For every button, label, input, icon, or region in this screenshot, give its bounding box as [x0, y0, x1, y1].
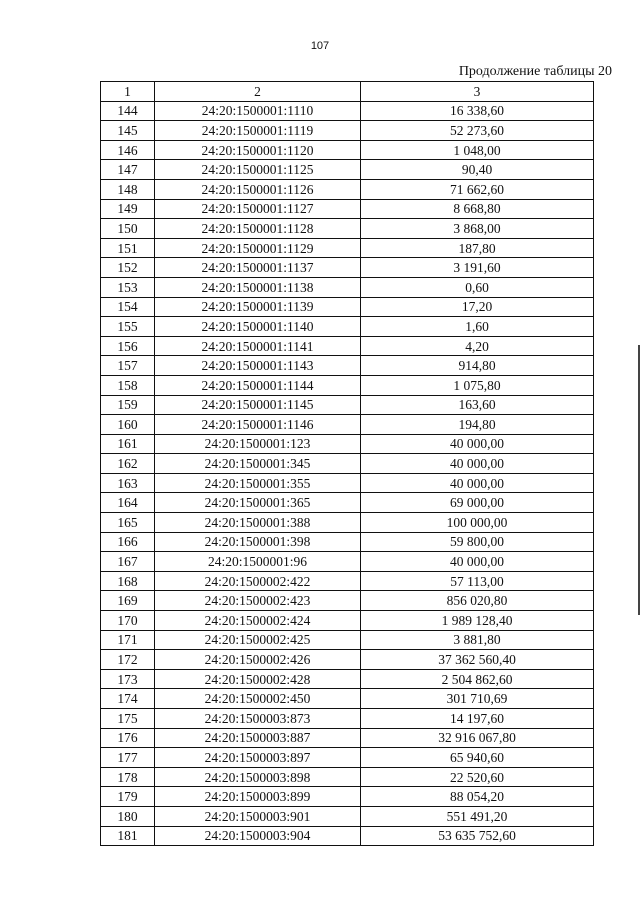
table-row: [101, 473, 594, 493]
table-row: [101, 826, 594, 846]
table-row: [101, 356, 594, 376]
value-cell: 1 075,80: [361, 375, 594, 395]
row-number-cell: 172: [101, 650, 155, 670]
cadastral-number-cell: 24:20:1500001:1139: [155, 297, 361, 317]
cadastral-number-cell: 24:20:1500001:388: [155, 513, 361, 533]
table-row: [101, 317, 594, 337]
table-row: [101, 650, 594, 670]
column-header-number: 1: [101, 82, 155, 102]
cadastral-number-cell: 24:20:1500001:1141: [155, 336, 361, 356]
table-row: [101, 689, 594, 709]
row-number-cell: 170: [101, 611, 155, 631]
row-number-cell: 147: [101, 160, 155, 180]
table-row: [101, 140, 594, 160]
value-cell: 59 800,00: [361, 532, 594, 552]
value-cell: 1,60: [361, 317, 594, 337]
table-row: [101, 513, 594, 533]
row-number-cell: 167: [101, 552, 155, 572]
table-row: [101, 454, 594, 474]
column-header-value: 3: [361, 82, 594, 102]
cadastral-number-cell: 24:20:1500001:355: [155, 473, 361, 493]
row-number-cell: 178: [101, 767, 155, 787]
table-row: [101, 219, 594, 239]
value-cell: 40 000,00: [361, 434, 594, 454]
value-cell: 40 000,00: [361, 454, 594, 474]
row-number-cell: 176: [101, 728, 155, 748]
row-number-cell: 156: [101, 336, 155, 356]
value-cell: 53 635 752,60: [361, 826, 594, 846]
value-cell: 187,80: [361, 238, 594, 258]
row-number-cell: 166: [101, 532, 155, 552]
row-number-cell: 161: [101, 434, 155, 454]
row-number-cell: 168: [101, 571, 155, 591]
value-cell: 3 191,60: [361, 258, 594, 278]
row-number-cell: 155: [101, 317, 155, 337]
table-row: [101, 728, 594, 748]
table-row: [101, 434, 594, 454]
cadastral-number-cell: 24:20:1500001:1119: [155, 121, 361, 141]
cadastral-number-cell: 24:20:1500001:1138: [155, 277, 361, 297]
table-row: [101, 199, 594, 219]
cadastral-number-cell: 24:20:1500001:123: [155, 434, 361, 454]
value-cell: 301 710,69: [361, 689, 594, 709]
row-number-cell: 177: [101, 748, 155, 768]
value-cell: 2 504 862,60: [361, 669, 594, 689]
cadastral-number-cell: 24:20:1500002:425: [155, 630, 361, 650]
table-row: [101, 258, 594, 278]
value-cell: 37 362 560,40: [361, 650, 594, 670]
cadastral-number-cell: 24:20:1500001:345: [155, 454, 361, 474]
table-row: [101, 375, 594, 395]
value-cell: 88 054,20: [361, 787, 594, 807]
row-number-cell: 158: [101, 375, 155, 395]
value-cell: 194,80: [361, 415, 594, 435]
table-row: [101, 179, 594, 199]
value-cell: 57 113,00: [361, 571, 594, 591]
header-row: [101, 82, 594, 102]
row-number-cell: 163: [101, 473, 155, 493]
value-cell: 52 273,60: [361, 121, 594, 141]
table-row: [101, 238, 594, 258]
row-number-cell: 148: [101, 179, 155, 199]
cadastral-number-cell: 24:20:1500003:904: [155, 826, 361, 846]
value-cell: 14 197,60: [361, 709, 594, 729]
cadastral-number-cell: 24:20:1500001:1126: [155, 179, 361, 199]
table-row: [101, 767, 594, 787]
cadastral-number-cell: 24:20:1500001:1110: [155, 101, 361, 121]
row-number-cell: 179: [101, 787, 155, 807]
table-caption: Продолжение таблицы 20: [458, 64, 612, 79]
row-number-cell: 144: [101, 101, 155, 121]
row-number-cell: 157: [101, 356, 155, 376]
row-number-cell: 146: [101, 140, 155, 160]
row-number-cell: 175: [101, 709, 155, 729]
value-cell: 856 020,80: [361, 591, 594, 611]
cadastral-number-cell: 24:20:1500001:1145: [155, 395, 361, 415]
table-row: [101, 552, 594, 572]
table-header: [101, 82, 594, 102]
row-number-cell: 154: [101, 297, 155, 317]
cadastral-number-cell: 24:20:1500001:1127: [155, 199, 361, 219]
value-cell: 69 000,00: [361, 493, 594, 513]
cadastral-number-cell: 24:20:1500003:899: [155, 787, 361, 807]
cadastral-number-cell: 24:20:1500001:1125: [155, 160, 361, 180]
row-number-cell: 150: [101, 219, 155, 239]
table-row: [101, 277, 594, 297]
cadastral-number-cell: 24:20:1500003:897: [155, 748, 361, 768]
value-cell: 100 000,00: [361, 513, 594, 533]
row-number-cell: 160: [101, 415, 155, 435]
row-number-cell: 164: [101, 493, 155, 513]
row-number-cell: 165: [101, 513, 155, 533]
cadastral-number-cell: 24:20:1500002:423: [155, 591, 361, 611]
table-row: [101, 630, 594, 650]
row-number-cell: 145: [101, 121, 155, 141]
row-number-cell: 149: [101, 199, 155, 219]
value-cell: 71 662,60: [361, 179, 594, 199]
value-cell: 1 989 128,40: [361, 611, 594, 631]
table-row: [101, 748, 594, 768]
cadastral-number-cell: 24:20:1500001:1143: [155, 356, 361, 376]
value-cell: 551 491,20: [361, 806, 594, 826]
cadastral-number-cell: 24:20:1500003:898: [155, 767, 361, 787]
table-row: [101, 669, 594, 689]
table-row: [101, 395, 594, 415]
row-number-cell: 159: [101, 395, 155, 415]
cadastral-number-cell: 24:20:1500003:887: [155, 728, 361, 748]
row-number-cell: 174: [101, 689, 155, 709]
table-row: [101, 591, 594, 611]
cadastral-number-cell: 24:20:1500002:450: [155, 689, 361, 709]
cadastral-number-cell: 24:20:1500001:1144: [155, 375, 361, 395]
table-row: [101, 806, 594, 826]
cadastral-number-cell: 24:20:1500003:901: [155, 806, 361, 826]
value-cell: 40 000,00: [361, 552, 594, 572]
table-row: [101, 336, 594, 356]
row-number-cell: 153: [101, 277, 155, 297]
table-row: [101, 611, 594, 631]
row-number-cell: 152: [101, 258, 155, 278]
table-row: [101, 787, 594, 807]
table-row: [101, 297, 594, 317]
table-body: [101, 101, 594, 846]
cadastral-number-cell: 24:20:1500003:873: [155, 709, 361, 729]
table-row: [101, 415, 594, 435]
value-cell: 16 338,60: [361, 101, 594, 121]
value-cell: 17,20: [361, 297, 594, 317]
value-cell: 4,20: [361, 336, 594, 356]
row-number-cell: 180: [101, 806, 155, 826]
table-row: [101, 101, 594, 121]
page-number: 107: [310, 40, 330, 52]
value-cell: 90,40: [361, 160, 594, 180]
value-cell: 1 048,00: [361, 140, 594, 160]
cadastral-number-cell: 24:20:1500001:365: [155, 493, 361, 513]
value-cell: 8 668,80: [361, 199, 594, 219]
row-number-cell: 151: [101, 238, 155, 258]
column-header-cadastral: 2: [155, 82, 361, 102]
row-number-cell: 169: [101, 591, 155, 611]
cadastral-number-cell: 24:20:1500001:1137: [155, 258, 361, 278]
cadastral-number-cell: 24:20:1500001:1128: [155, 219, 361, 239]
value-cell: 22 520,60: [361, 767, 594, 787]
value-cell: 0,60: [361, 277, 594, 297]
table-row: [101, 571, 594, 591]
value-cell: 40 000,00: [361, 473, 594, 493]
table-row: [101, 532, 594, 552]
value-cell: 3 881,80: [361, 630, 594, 650]
cadastral-number-cell: 24:20:1500002:426: [155, 650, 361, 670]
value-cell: 65 940,60: [361, 748, 594, 768]
cadastral-number-cell: 24:20:1500002:424: [155, 611, 361, 631]
cadastral-number-cell: 24:20:1500001:398: [155, 532, 361, 552]
row-number-cell: 171: [101, 630, 155, 650]
cadastral-number-cell: 24:20:1500002:422: [155, 571, 361, 591]
cadastral-number-cell: 24:20:1500001:1129: [155, 238, 361, 258]
value-cell: 32 916 067,80: [361, 728, 594, 748]
row-number-cell: 162: [101, 454, 155, 474]
row-number-cell: 173: [101, 669, 155, 689]
table-row: [101, 709, 594, 729]
cadastral-number-cell: 24:20:1500001:96: [155, 552, 361, 572]
value-cell: 914,80: [361, 356, 594, 376]
table-row: [101, 493, 594, 513]
data-table: [100, 81, 594, 846]
value-cell: 163,60: [361, 395, 594, 415]
row-number-cell: 181: [101, 826, 155, 846]
table-row: [101, 121, 594, 141]
cadastral-number-cell: 24:20:1500002:428: [155, 669, 361, 689]
cadastral-number-cell: 24:20:1500001:1140: [155, 317, 361, 337]
value-cell: 3 868,00: [361, 219, 594, 239]
cadastral-number-cell: 24:20:1500001:1120: [155, 140, 361, 160]
cadastral-number-cell: 24:20:1500001:1146: [155, 415, 361, 435]
table-row: [101, 160, 594, 180]
